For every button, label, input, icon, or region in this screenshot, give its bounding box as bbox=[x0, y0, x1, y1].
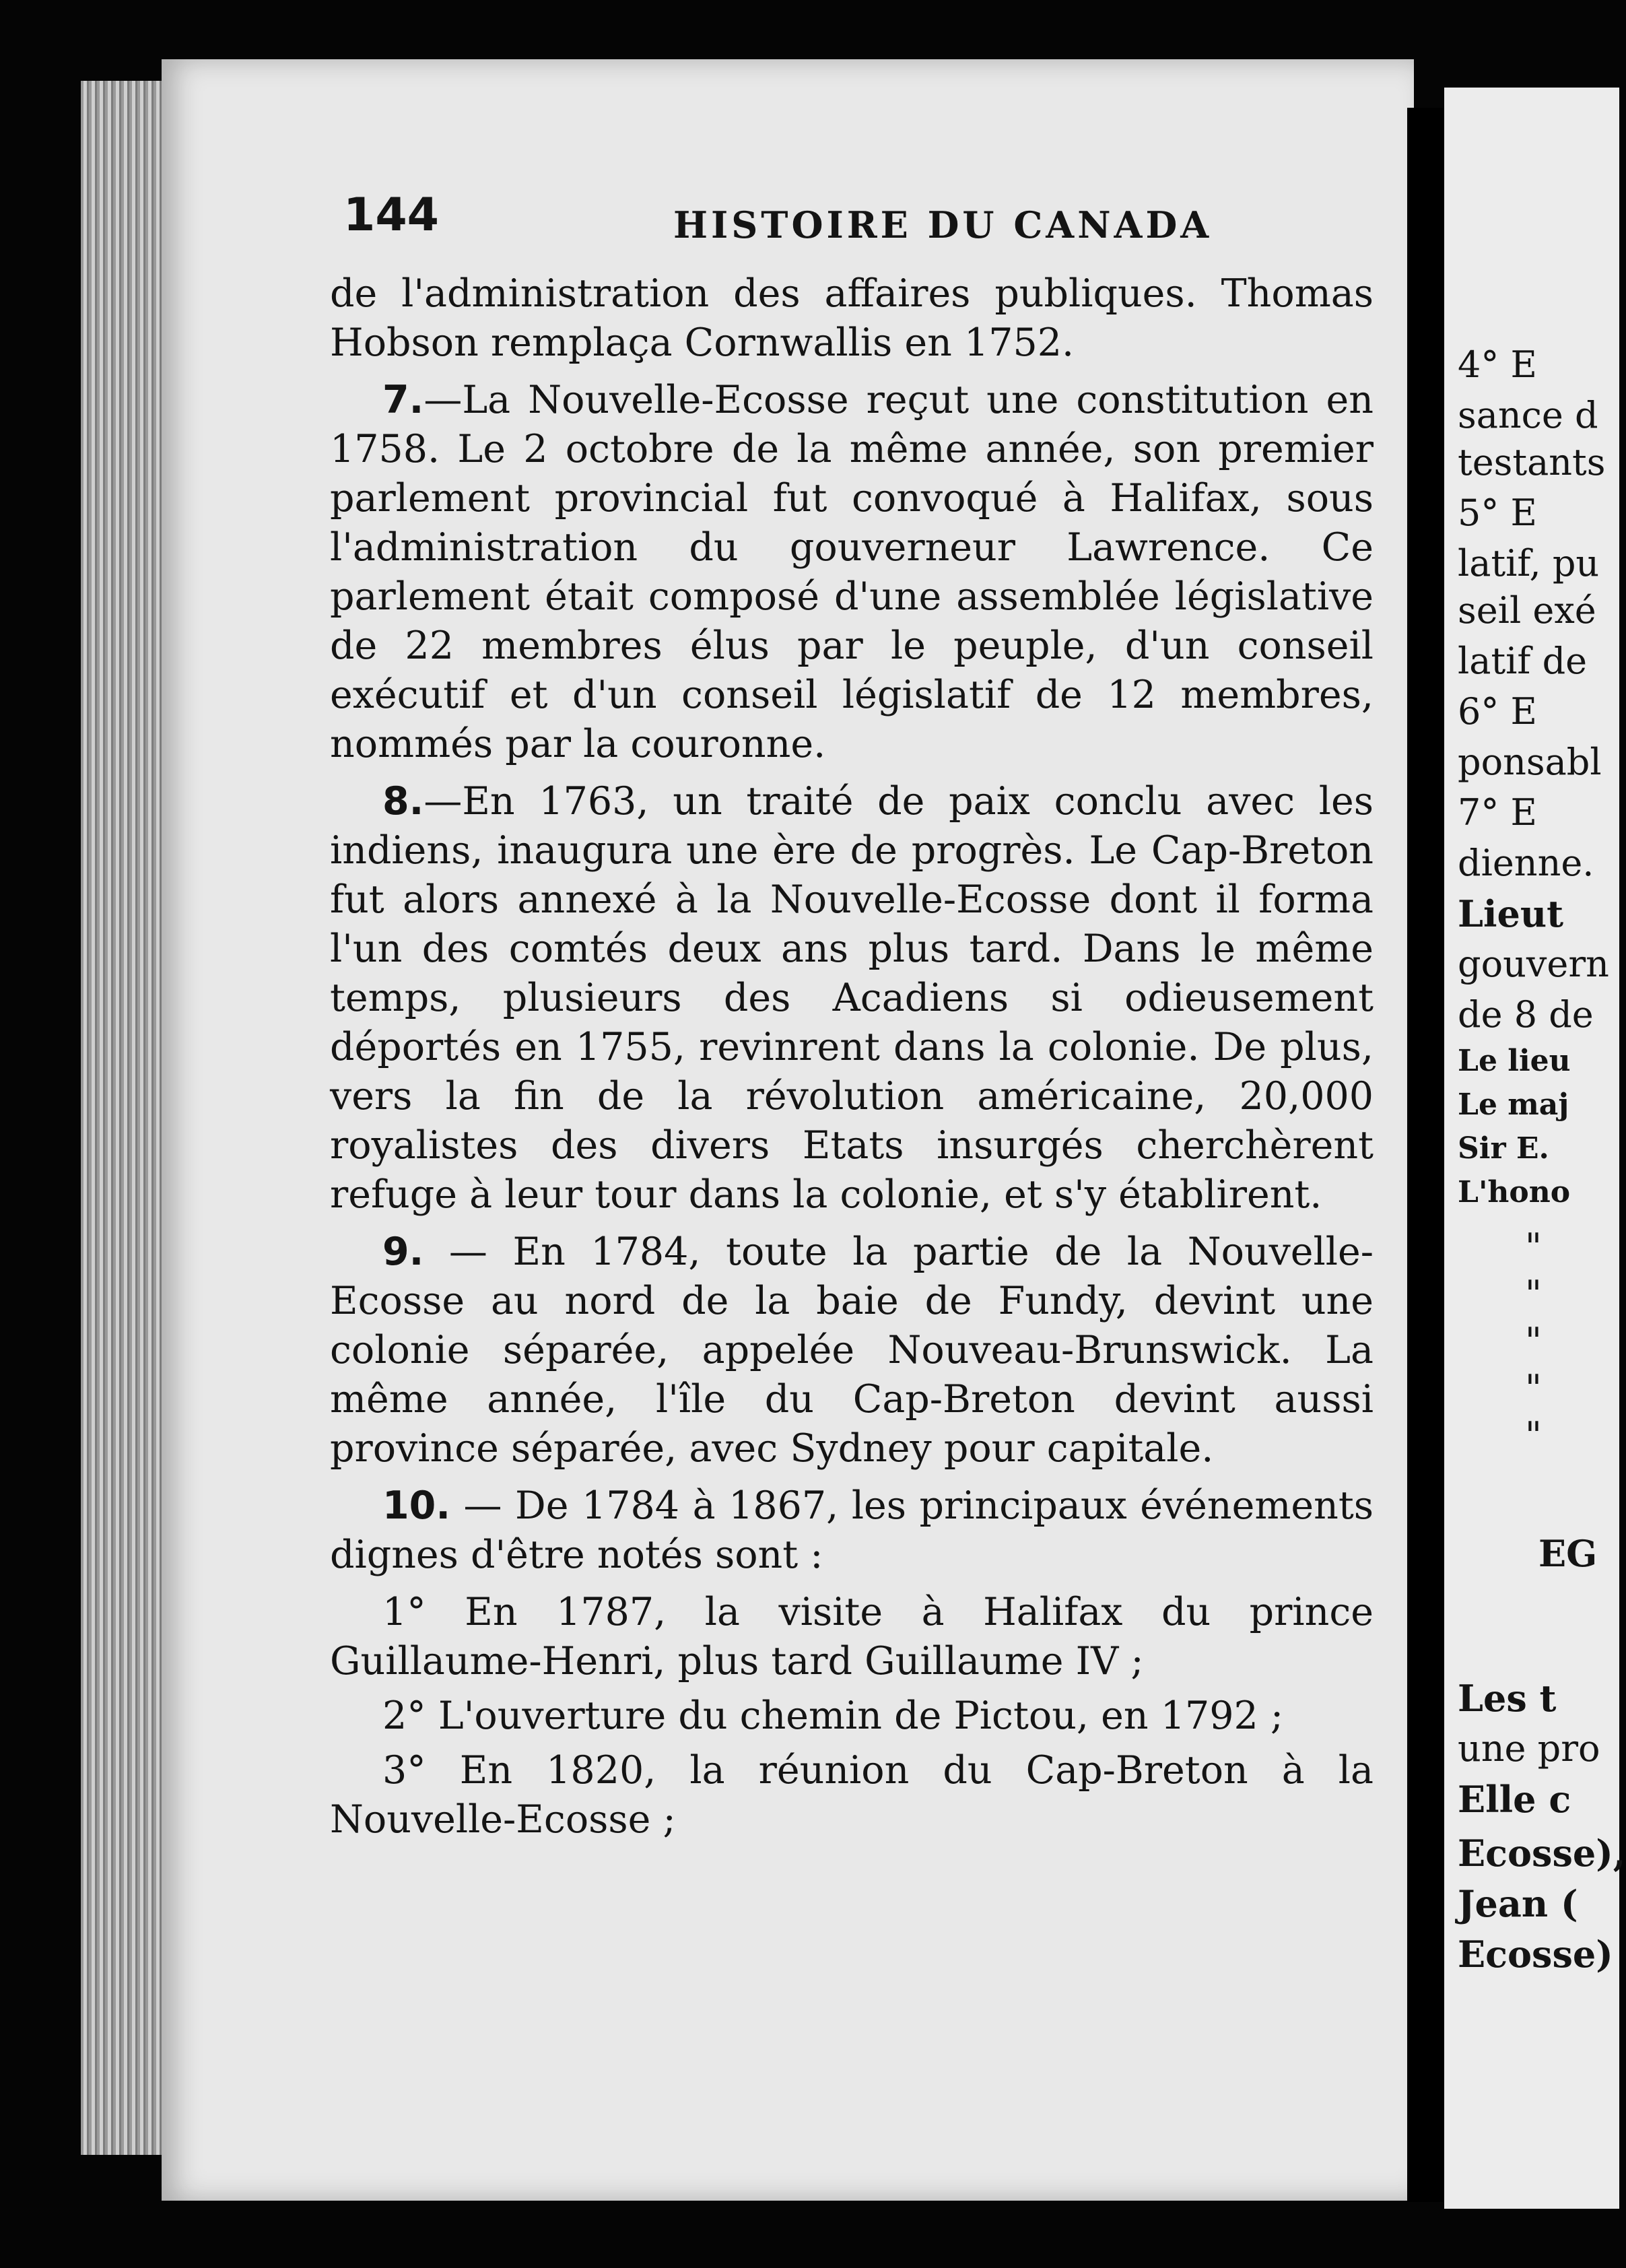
right-page-ditto: " bbox=[1525, 1414, 1542, 1457]
book-page-right bbox=[1444, 88, 1626, 2209]
right-page-line: ponsabl bbox=[1458, 741, 1602, 783]
paragraph-number: 10. bbox=[382, 1483, 450, 1528]
right-page-line: 5° E bbox=[1458, 492, 1537, 534]
page-number: 144 bbox=[343, 189, 439, 242]
book-gutter bbox=[1407, 108, 1448, 2202]
paragraph-text: —La Nouvelle-Ecosse reçut une constitution en 1758. Le 2 octobre de la même année, son premier parlement provincial fut convoqué à Halifax, sous l'administration du gouverneur Lawrence. Ce parlement était composé d'une assemblée législative de 22 membres élus par le peuple, d'un conseil exécutif et d'un conseil législatif de 12 membres, nommés par la couronne. bbox=[330, 378, 1374, 766]
paragraph-7 bbox=[330, 376, 1374, 769]
paragraph-text: — De 1784 à 1867, les principaux événements dignes d'être notés sont : bbox=[330, 1483, 1374, 1577]
right-page-ditto: " bbox=[1525, 1367, 1542, 1409]
right-page-line: L'hono bbox=[1458, 1175, 1571, 1209]
page-header bbox=[343, 189, 1367, 263]
right-page-line: une pro bbox=[1458, 1727, 1600, 1770]
right-page-line: seil exé bbox=[1458, 589, 1596, 632]
right-page-ditto: " bbox=[1525, 1273, 1542, 1315]
right-page-line: de 8 de bbox=[1458, 993, 1594, 1036]
right-page-line: dienne. bbox=[1458, 842, 1594, 884]
right-page-line: sance d bbox=[1458, 394, 1598, 436]
right-page-line: latif, pu bbox=[1458, 542, 1600, 585]
right-page-line: latif de bbox=[1458, 640, 1588, 682]
paragraph-number: 7. bbox=[382, 378, 424, 422]
right-page-line: 7° E bbox=[1458, 791, 1537, 834]
right-page-line: 4° E bbox=[1458, 343, 1537, 386]
list-item: 2° L'ouverture du chemin de Pictou, en 1792 ; bbox=[382, 1694, 1284, 1738]
right-page-line: testants bbox=[1458, 441, 1606, 483]
running-title: HISTOIRE DU CANADA bbox=[673, 203, 1213, 246]
page-edge-stack bbox=[81, 81, 175, 2155]
right-page-line: Jean ( bbox=[1458, 1882, 1578, 1925]
right-page-line: Le lieu bbox=[1458, 1044, 1571, 1078]
paragraph-number: 9. bbox=[382, 1230, 424, 1274]
right-page-line: Elle c bbox=[1458, 1778, 1571, 1821]
right-page-line: 6° E bbox=[1458, 690, 1537, 733]
list-item: 1° En 1787, la visite à Halifax du prince Guillaume-Henri, plus tard Guillaume IV ; bbox=[330, 1590, 1374, 1683]
right-page-ditto: " bbox=[1525, 1226, 1542, 1268]
right-page-line: Lieut bbox=[1458, 892, 1564, 935]
right-page-line: Sir E. bbox=[1458, 1131, 1549, 1166]
right-page-line: Les t bbox=[1458, 1677, 1557, 1720]
paragraph-text: —En 1763, un traité de paix conclu avec les indiens, inaugura une ère de progrès. Le Cap-Breton fut alors annexé à la Nouvelle-Ecosse dont il forma l'un des comtés deux ans plus tard. Dans le même temps, plusieurs des Acadiens si odieusement déportés en 1755, revinrent dans la colonie. De plus, vers la fin de la révolution américaine, 20,000 royalistes des divers Etats insurgés cherchèrent refuge à leur tour dans la colonie, et s'y établirent. bbox=[330, 779, 1374, 1217]
paragraph-8 bbox=[330, 777, 1374, 1220]
paragraph-text: — En 1784, toute la partie de la Nouvelle-Ecosse au nord de la baie de Fundy, devint une colonie séparée, appelée Nouveau-Brunswick. La même année, l'île du Cap-Breton devint aussi province séparée, avec Sydney pour capitale. bbox=[330, 1230, 1374, 1471]
right-page-line: Ecosse) bbox=[1458, 1933, 1613, 1976]
right-page-heading: EG bbox=[1538, 1532, 1598, 1575]
right-page-line: Ecosse), bbox=[1458, 1832, 1626, 1875]
paragraph-number: 8. bbox=[382, 779, 424, 824]
paragraph-10 bbox=[330, 1481, 1374, 1580]
paragraph-continued: de l'administration des affaires publiques. Thomas Hobson remplaça Cornwallis en 1752. bbox=[330, 271, 1374, 365]
right-page-ditto: " bbox=[1525, 1320, 1542, 1362]
right-page-line: gouvern bbox=[1458, 943, 1609, 985]
list-item: 3° En 1820, la réunion du Cap-Breton à la Nouvelle-Ecosse ; bbox=[330, 1748, 1374, 1842]
right-page-line: Le maj bbox=[1458, 1088, 1569, 1122]
page-body bbox=[330, 269, 1374, 1850]
paragraph-9 bbox=[330, 1228, 1374, 1473]
